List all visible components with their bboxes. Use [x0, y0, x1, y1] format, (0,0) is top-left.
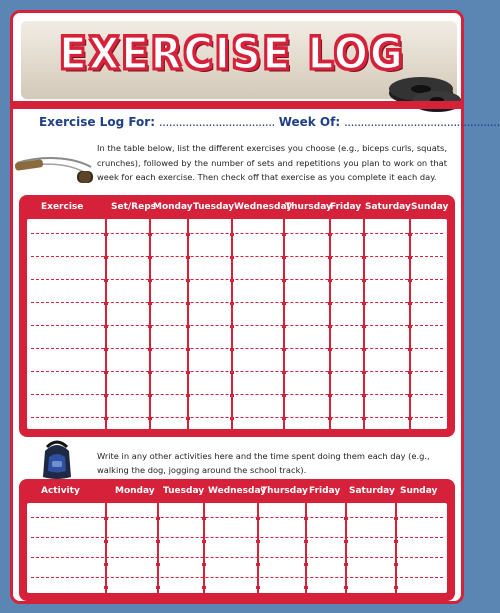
- table-column-divider: [187, 219, 189, 429]
- col-tuesday: Tuesday: [193, 202, 235, 212]
- table-column-divider: [231, 219, 233, 429]
- table-row-line: [31, 537, 443, 538]
- col-monday: Monday: [153, 202, 193, 212]
- col-act-friday: Friday: [309, 486, 341, 496]
- banner-stripe: [13, 101, 461, 109]
- col-saturday: Saturday: [365, 202, 411, 212]
- table-row-line: [31, 279, 443, 280]
- table-row-line: [31, 417, 443, 418]
- table-column-divider: [283, 219, 285, 429]
- col-act-wednesday: Wednesday: [208, 486, 267, 496]
- exercise-instructions: In the table below, list the different exercises you choose (e.g., biceps curls, squats, crunches), followed by the number of sets and repetitions you plan to work on that week for each exercise. Then check off that exercise as you complete it each day.: [97, 143, 447, 182]
- table-row-line: [31, 302, 443, 303]
- table-row-line: [31, 394, 443, 395]
- table-column-divider: [345, 503, 347, 593]
- table-column-divider: [329, 219, 331, 429]
- col-act-saturday: Saturday: [349, 486, 395, 496]
- log-for-line: [39, 115, 500, 129]
- col-friday: Friday: [330, 202, 362, 212]
- col-set-reps: Set/Reps: [111, 202, 157, 212]
- table-column-divider: [157, 503, 159, 593]
- col-activity: Activity: [41, 486, 80, 496]
- table-row-line: [31, 348, 443, 349]
- table-row-line: [31, 517, 443, 518]
- col-sunday: Sunday: [411, 202, 449, 212]
- col-wednesday: Wednesday: [234, 202, 293, 212]
- activity-grid[interactable]: [27, 503, 447, 593]
- exercise-grid[interactable]: [27, 219, 447, 429]
- table-row-line: [31, 577, 443, 578]
- table-column-divider: [203, 503, 205, 593]
- col-act-thursday: Thursday: [261, 486, 308, 496]
- activity-instructions: Write in any other activities here and the time spent doing them each day (e.g., walking the dog, jogging around the school track).: [97, 451, 430, 475]
- col-act-tuesday: Tuesday: [163, 486, 205, 496]
- table-column-divider: [105, 219, 107, 429]
- table-column-divider: [105, 503, 107, 593]
- week-of-field[interactable]: ...............................................: [343, 115, 500, 129]
- exercise-table: [19, 195, 455, 437]
- week-of-label: Week Of:: [278, 115, 341, 129]
- log-for-label: Exercise Log For:: [39, 115, 156, 129]
- table-row-line: [31, 557, 443, 558]
- page-title: EXERCISE LOG: [59, 28, 405, 80]
- table-column-divider: [149, 219, 151, 429]
- table-row-line: [31, 256, 443, 257]
- jump-rope-icon: [13, 153, 99, 191]
- col-exercise: Exercise: [41, 202, 84, 212]
- table-column-divider: [409, 219, 411, 429]
- table-column-divider: [395, 503, 397, 593]
- table-row-line: [31, 371, 443, 372]
- log-for-field[interactable]: ...................................: [158, 115, 275, 129]
- table-column-divider: [257, 503, 259, 593]
- table-column-divider: [305, 503, 307, 593]
- exercise-log-sheet: [10, 10, 500, 604]
- activity-table: [19, 479, 455, 601]
- backpack-icon: [35, 441, 79, 481]
- table-row-line: [31, 233, 443, 234]
- table-row-line: [31, 325, 443, 326]
- col-act-monday: Monday: [115, 486, 155, 496]
- col-thursday: Thursday: [285, 202, 332, 212]
- table-column-divider: [363, 219, 365, 429]
- col-act-sunday: Sunday: [400, 486, 438, 496]
